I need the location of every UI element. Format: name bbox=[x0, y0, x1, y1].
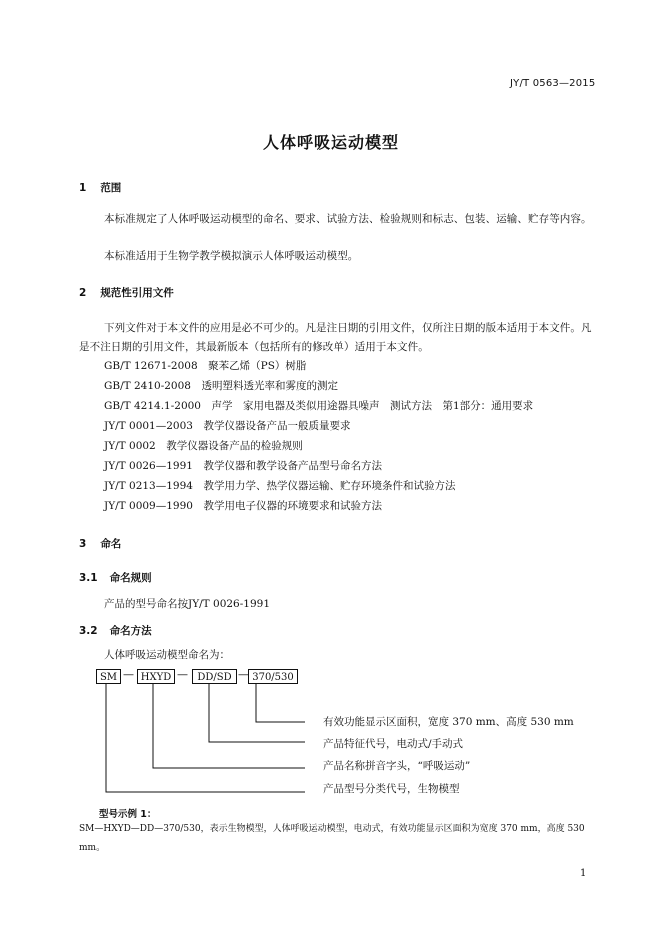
leader-line-classification bbox=[106, 684, 305, 792]
section-2-intro: 下列文件对于本文件的应用是必不可少的。凡是注日期的引用文件，仅所注日期的版本适用于本文件。凡是不注日期的引用文件，其最新版本（包括所有的修改单）适用于本文件。 bbox=[79, 322, 592, 353]
document-title: 人体呼吸运动模型 bbox=[262, 133, 399, 152]
reference-item: JY/T 0001—2003 教学仪器设备产品一般质量要求 bbox=[104, 420, 351, 432]
section-1-paragraph-1: 本标准规定了人体呼吸运动模型的命名、要求、试验方法、检验规则和标志、包装、运输、贮存等内容。 bbox=[104, 213, 592, 225]
reference-item: JY/T 0026—1991 教学仪器和教学设备产品型号命名方法 bbox=[104, 460, 382, 472]
code-box-classification: SM bbox=[96, 669, 121, 684]
legend-name: 产品名称拼音字头，“呼吸运动” bbox=[323, 760, 471, 772]
standard-id: JY/T 0563—2015 bbox=[510, 78, 596, 89]
legend-classification: 产品型号分类代号，生物模型 bbox=[323, 783, 460, 795]
code-box-area: 370/530 bbox=[248, 669, 298, 684]
section-3-number: 3 bbox=[79, 538, 87, 550]
reference-item: GB/T 2410-2008 透明塑料透光率和雾度的测定 bbox=[104, 380, 338, 392]
reference-item: JY/T 0009—1990 教学用电子仪器的环境要求和试验方法 bbox=[104, 500, 382, 512]
code-separator: — bbox=[238, 668, 249, 681]
leader-line-area bbox=[256, 684, 305, 722]
section-3-title: 命名 bbox=[100, 538, 122, 550]
code-box-feature: DD/SD bbox=[192, 669, 237, 684]
reference-item: GB/T 4214.1-2000 声学 家用电器及类似用途器具噪声 测试方法 第1部分：通用要求 bbox=[104, 400, 534, 412]
section-2-title: 规范性引用文件 bbox=[100, 287, 174, 299]
code-separator: — bbox=[177, 668, 188, 681]
example-text: SM—HXYD—DD—370/530，表示生物模型，人体呼吸运动模型，电动式，有效功能显示区面积为宽度 370 mm，高度 530 mm。 bbox=[79, 824, 585, 853]
section-3-2-title: 命名方法 bbox=[109, 625, 152, 637]
legend-feature: 产品特征代号，电动式/手动式 bbox=[323, 738, 464, 750]
section-1-paragraph-2: 本标准适用于生物学教学模拟演示人体呼吸运动模型。 bbox=[104, 250, 359, 262]
leader-line-name bbox=[153, 684, 305, 768]
section-3-2-number: 3.2 bbox=[79, 625, 98, 637]
section-1-number: 1 bbox=[79, 182, 87, 194]
section-1-title: 范围 bbox=[100, 182, 122, 194]
section-3-1-number: 3.1 bbox=[79, 572, 98, 584]
code-separator: — bbox=[123, 668, 134, 681]
reference-item: JY/T 0213—1994 教学用力学、热学仪器运输、贮存环境条件和试验方法 bbox=[104, 480, 456, 492]
section-3-1-title: 命名规则 bbox=[109, 572, 152, 584]
section-3-2-intro: 人体呼吸运动模型命名为： bbox=[104, 649, 230, 661]
section-2-number: 2 bbox=[79, 287, 87, 299]
reference-item: JY/T 0002 教学仪器设备产品的检验规则 bbox=[104, 440, 303, 452]
page-number: 1 bbox=[580, 868, 587, 879]
section-3-1-text: 产品的型号命名按JY/T 0026-1991 bbox=[104, 598, 271, 610]
legend-area: 有效功能显示区面积，宽度 370 mm、高度 530 mm bbox=[323, 716, 574, 728]
reference-item: GB/T 12671-2008 聚苯乙烯（PS）树脂 bbox=[104, 360, 307, 372]
example-label: 型号示例 1： bbox=[99, 809, 157, 820]
leader-line-feature bbox=[209, 684, 305, 742]
code-box-name: HXYD bbox=[137, 669, 175, 684]
